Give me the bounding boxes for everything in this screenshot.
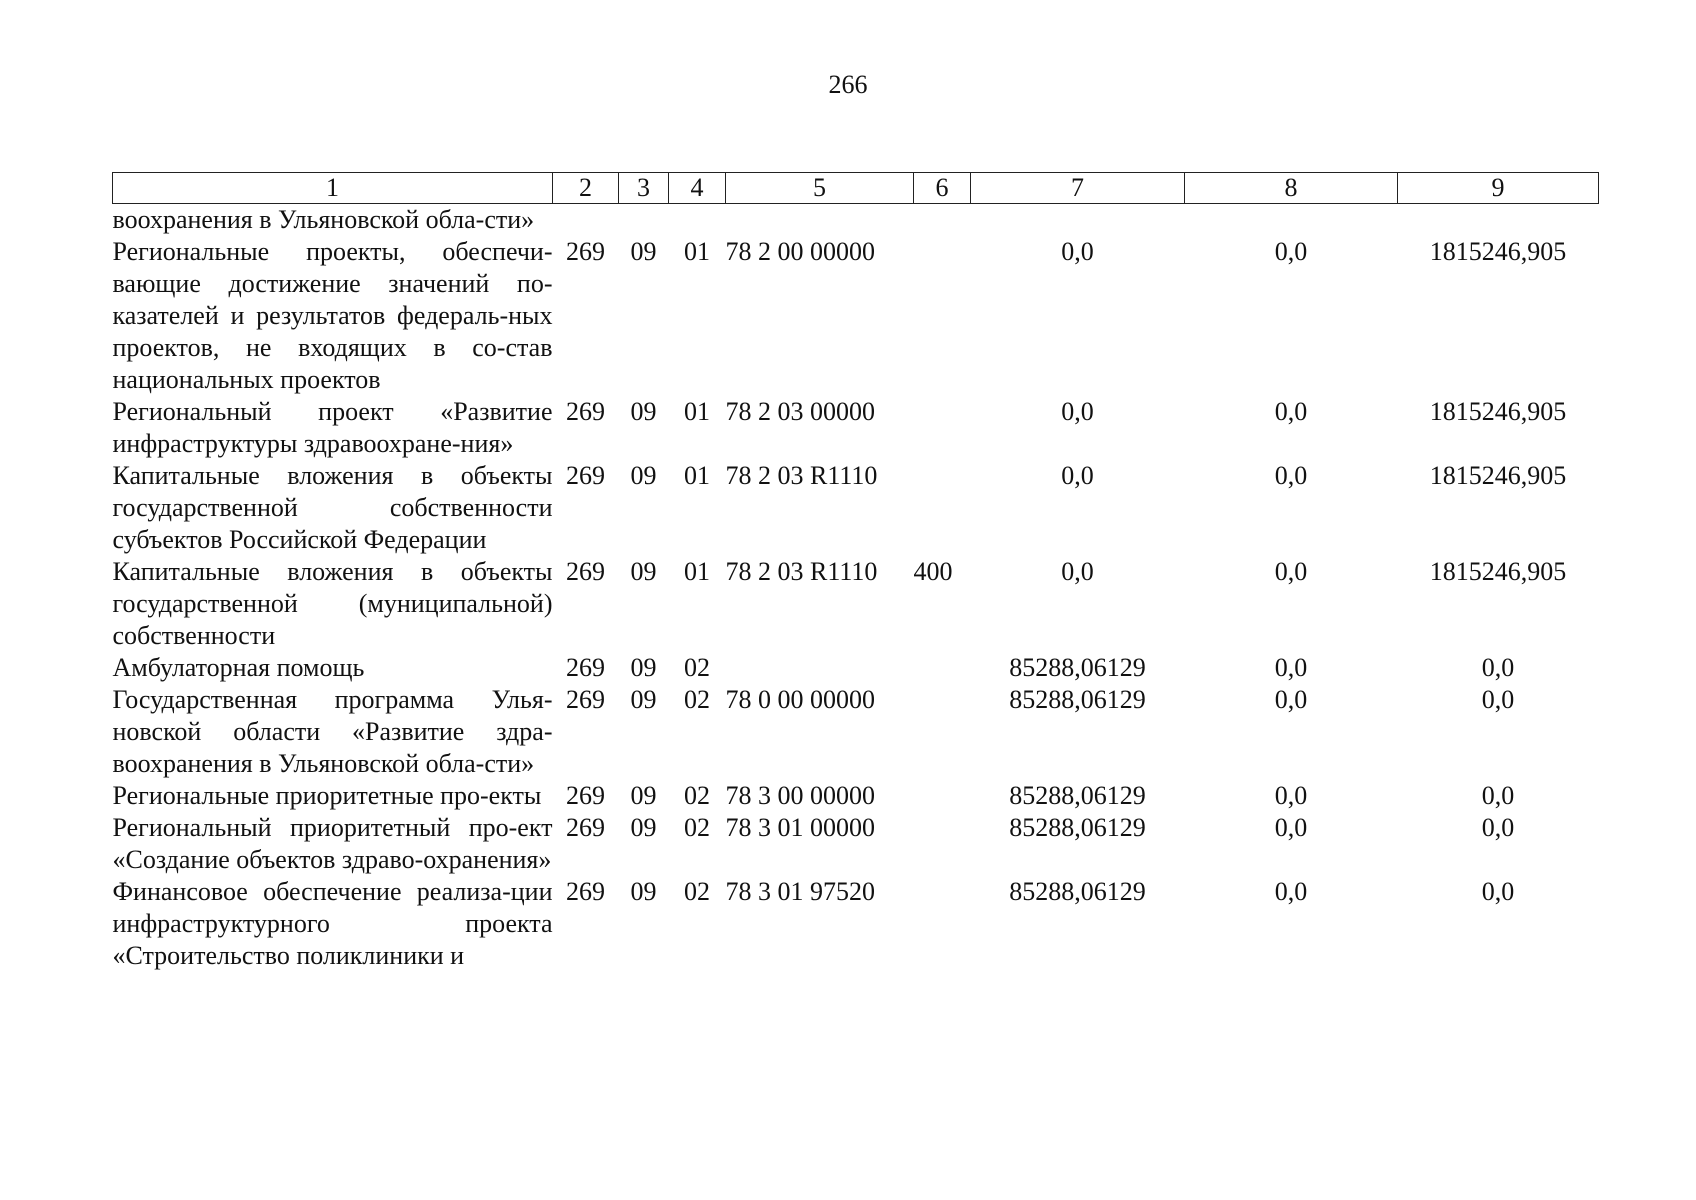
row-amount-col8: 0,0 (1274, 653, 1308, 682)
row-target-article: 78 3 01 97520 (725, 877, 875, 906)
row-expense-type (914, 812, 971, 876)
column-header: 7 (971, 173, 1185, 204)
table-header-row (113, 173, 1599, 204)
page-number: 266 (828, 70, 868, 99)
row-expense-type (914, 460, 971, 556)
row-subsection-code: 02 (684, 653, 710, 682)
row-ministry-code: 269 (566, 781, 605, 810)
row-expense-type (914, 876, 971, 972)
row-subsection-code: 02 (684, 781, 710, 810)
row-section-code: 09 (630, 685, 657, 714)
table-row (113, 236, 1599, 396)
row-amount-col8: 0,0 (1274, 397, 1308, 426)
row-description: воохранения в Ульяновской обла-сти» (112, 205, 535, 234)
row-section-code (619, 204, 669, 237)
row-section-code: 09 (630, 237, 657, 266)
row-amount-col7 (971, 204, 1185, 237)
row-section-code: 09 (630, 653, 657, 682)
column-header: 2 (553, 173, 619, 204)
table-row (113, 652, 1599, 684)
row-description: Региональный приоритетный про-ект «Создание объектов здраво-охранения» (112, 813, 553, 874)
row-amount-col9: 1815246,905 (1429, 557, 1567, 586)
row-amount-col8 (1185, 204, 1398, 237)
column-header: 4 (669, 173, 726, 204)
row-amount-col7: 0,0 (1061, 461, 1094, 490)
row-ministry-code: 269 (566, 685, 605, 714)
table-row (113, 204, 1599, 237)
row-amount-col9: 1815246,905 (1429, 461, 1567, 490)
row-amount-col7: 85288,06129 (1009, 685, 1146, 714)
table-row (113, 780, 1599, 812)
row-expense-type (914, 780, 971, 812)
row-ministry-code (553, 204, 619, 237)
row-target-article: 78 0 00 00000 (725, 685, 875, 714)
row-ministry-code: 269 (566, 237, 605, 266)
row-ministry-code: 269 (566, 813, 605, 842)
row-amount-col9: 1815246,905 (1429, 397, 1567, 426)
row-section-code: 09 (630, 397, 657, 426)
row-target-article: 78 3 00 00000 (725, 781, 875, 810)
table-row (113, 396, 1599, 460)
row-section-code: 09 (630, 461, 657, 490)
table-row (113, 684, 1599, 780)
table-row (113, 460, 1599, 556)
table-row (113, 556, 1599, 652)
table-row (113, 876, 1599, 972)
row-expense-type (914, 652, 971, 684)
row-description: Финансовое обеспечение реализа-ции инфраструктурного проекта «Строительство поликлиники и (112, 877, 553, 970)
row-amount-col8: 0,0 (1274, 781, 1308, 810)
row-amount-col7: 0,0 (1061, 237, 1094, 266)
column-header: 1 (113, 173, 553, 204)
column-header: 5 (726, 173, 914, 204)
row-amount-col9: 0,0 (1481, 781, 1515, 810)
row-amount-col8: 0,0 (1274, 685, 1308, 714)
row-amount-col7: 85288,06129 (1009, 653, 1146, 682)
row-subsection-code: 01 (684, 461, 710, 490)
row-amount-col9: 0,0 (1481, 685, 1515, 714)
row-amount-col7: 0,0 (1061, 397, 1094, 426)
row-description: Региональные проекты, обеспечи-вающие достижение значений по-казателей и результатов федераль-ных проектов, не входящих в со-став национальных проектов (112, 237, 553, 394)
row-section-code: 09 (630, 813, 657, 842)
row-expense-type (914, 204, 971, 237)
row-subsection-code: 02 (684, 685, 710, 714)
row-amount-col8: 0,0 (1274, 461, 1308, 490)
row-ministry-code: 269 (566, 877, 605, 906)
row-subsection-code: 01 (684, 557, 710, 586)
row-amount-col9 (1398, 204, 1599, 237)
row-description: Государственная программа Улья-новской области «Развитие здра-воохранения в Ульяновской обла-сти» (112, 685, 553, 778)
row-amount-col9: 1815246,905 (1429, 237, 1567, 266)
row-target-article (726, 204, 914, 237)
row-subsection-code: 02 (684, 813, 710, 842)
row-target-article: 78 2 00 00000 (725, 237, 875, 266)
column-header: 3 (619, 173, 669, 204)
row-ministry-code: 269 (566, 461, 605, 490)
row-amount-col8: 0,0 (1274, 237, 1308, 266)
row-target-article (726, 652, 914, 684)
row-amount-col7: 0,0 (1061, 557, 1094, 586)
row-subsection-code: 01 (684, 237, 710, 266)
table-body (113, 204, 1599, 973)
row-ministry-code: 269 (566, 397, 605, 426)
row-target-article: 78 2 03 R1110 (725, 461, 878, 490)
row-subsection-code: 02 (684, 877, 710, 906)
row-amount-col7: 85288,06129 (1009, 781, 1146, 810)
row-ministry-code: 269 (566, 653, 605, 682)
column-header: 9 (1398, 173, 1599, 204)
row-section-code: 09 (630, 557, 657, 586)
row-amount-col8: 0,0 (1274, 557, 1308, 586)
column-header: 6 (914, 173, 971, 204)
row-ministry-code: 269 (566, 557, 605, 586)
row-expense-type (914, 236, 971, 396)
row-section-code: 09 (630, 877, 657, 906)
row-target-article: 78 2 03 00000 (725, 397, 875, 426)
row-amount-col7: 85288,06129 (1009, 813, 1146, 842)
row-expense-type (914, 684, 971, 780)
row-target-article: 78 3 01 00000 (725, 813, 875, 842)
row-expense-type (914, 396, 971, 460)
column-header: 8 (1185, 173, 1398, 204)
row-description: Региональный проект «Развитие инфраструктуры здравоохране-ния» (112, 397, 553, 458)
row-description: Амбулаторная помощь (112, 653, 365, 682)
row-target-article: 78 2 03 R1110 (725, 557, 878, 586)
row-amount-col8: 0,0 (1274, 877, 1308, 906)
row-expense-type: 400 (913, 557, 953, 586)
row-description: Региональные приоритетные про-екты (112, 781, 542, 810)
row-section-code: 09 (630, 781, 657, 810)
row-amount-col9: 0,0 (1481, 877, 1515, 906)
table-row (113, 812, 1599, 876)
row-subsection-code (669, 204, 726, 237)
row-subsection-code: 01 (684, 397, 710, 426)
row-description: Капитальные вложения в объекты государственной (муниципальной) собственности (112, 557, 553, 650)
row-amount-col9: 0,0 (1481, 653, 1515, 682)
row-amount-col9: 0,0 (1481, 813, 1515, 842)
row-amount-col7: 85288,06129 (1009, 877, 1146, 906)
budget-table (112, 172, 1599, 972)
row-amount-col8: 0,0 (1274, 813, 1308, 842)
row-description: Капитальные вложения в объекты государственной собственности субъектов Российской Федерации (112, 461, 553, 554)
